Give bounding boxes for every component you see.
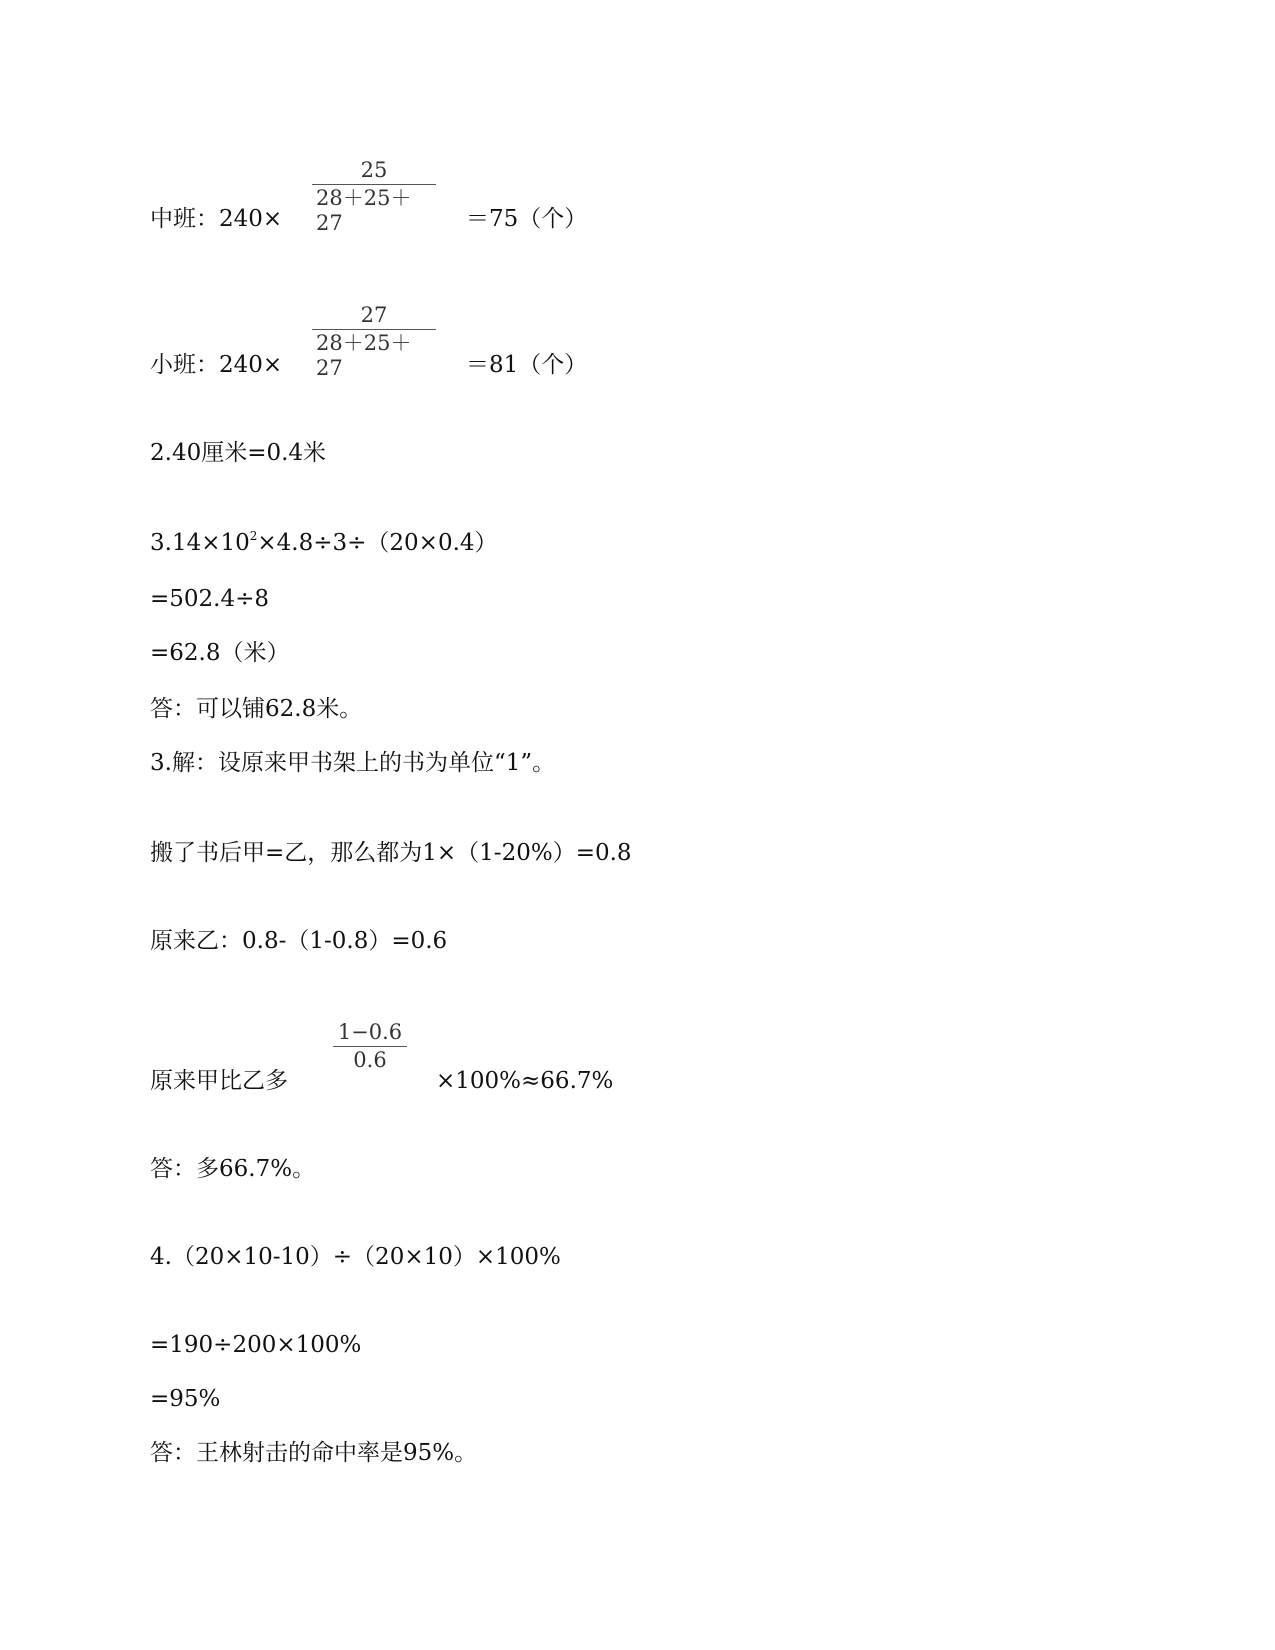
fraction-denominator: 28＋25＋27 (316, 331, 412, 380)
q2-line-2-exponent: 2 (249, 529, 258, 543)
fraction-denominator: 0.6 (353, 1048, 387, 1072)
middle-class-prefix: 中班：240× (150, 206, 283, 232)
q3-answer: 答：多66.7%。 (150, 1156, 316, 1182)
fraction-numerator: 1−0.6 (337, 1020, 403, 1044)
q2-line-2 (150, 528, 498, 558)
fraction-numerator: 25 (360, 158, 388, 182)
q2-line-1: 2.40厘米=0.4米 (150, 440, 327, 466)
q3-line-4-suffix: ×100%≈66.7% (436, 1068, 614, 1094)
q4-line-2: =190÷200×100% (150, 1332, 362, 1358)
fraction-numerator: 27 (360, 303, 388, 327)
fraction-small-class (312, 303, 436, 381)
q3-line-2: 搬了书后甲=乙，那么都为1×（1-20%）=0.8 (150, 840, 632, 866)
fraction-denominator: 28＋25＋27 (316, 186, 412, 235)
fraction-q3 (333, 1020, 407, 1073)
q3-line-4-prefix: 原来甲比乙多 (150, 1068, 288, 1094)
q4-answer: 答：王林射击的命中率是95%。 (150, 1440, 478, 1466)
small-class-prefix: 小班：240× (150, 352, 283, 378)
fraction-middle-class (312, 158, 436, 236)
fraction-bar (333, 1046, 407, 1047)
q2-line-2-rest: ×4.8÷3÷（20×0.4） (257, 530, 498, 556)
middle-class-result: ＝75（个） (466, 206, 588, 232)
q3-line-3: 原来乙：0.8-（1-0.8）=0.6 (150, 928, 448, 954)
q2-answer: 答：可以铺62.8米。 (150, 696, 363, 722)
fraction-bar (312, 329, 436, 330)
q2-line-4: =62.8（米） (150, 640, 290, 666)
q3-line-1: 3.解：设原来甲书架上的书为单位“1”。 (150, 750, 556, 776)
small-class-result: ＝81（个） (466, 352, 588, 378)
q4-line-1: 4.（20×10-10）÷（20×10）×100% (150, 1244, 561, 1270)
q4-line-3: =95% (150, 1386, 221, 1412)
q2-line-2-base: 3.14×10 (150, 530, 250, 556)
fraction-bar (312, 184, 436, 185)
q2-line-3: =502.4÷8 (150, 586, 270, 612)
